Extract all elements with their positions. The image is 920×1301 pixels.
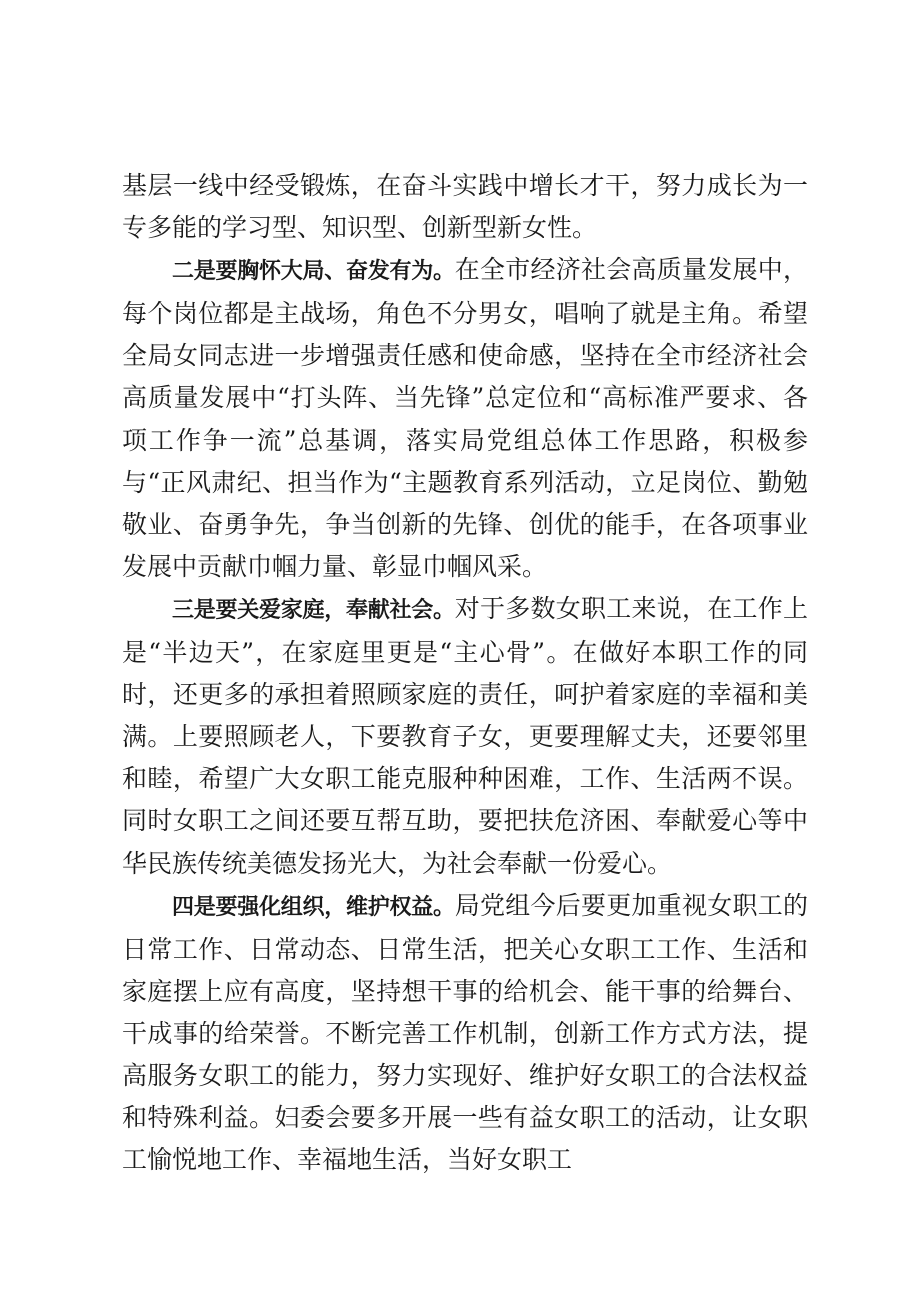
paragraph-point-two bbox=[122, 249, 808, 588]
paragraph-lead-heading: 四是要强化组织，维护权益。 bbox=[172, 894, 455, 920]
paragraph-point-four bbox=[122, 885, 808, 1182]
paragraph-text: 对于多数女职工来说，在工作上是“半边天”，在家庭里更是“主心骨”。在做好本职工作的同时，还更多的承担着照顾家庭的责任，呵护着家庭的幸福和美满。上要照顾老人，下要教育子女，更要理解丈夫，还要邻里和睦，希望广大女职工能克服种种困难，工作、生活两不误。同时女职工之间还要互帮互助，要把扶危济困、奉献爱心等中华民族传统美德发扬光大，为社会奉献一份爱心。 bbox=[122, 593, 808, 878]
paragraph-lead-heading: 二是要胸怀大局、奋发有为。 bbox=[172, 259, 455, 285]
document-body bbox=[122, 165, 808, 1181]
paragraph-lead-heading: 三是要关爱家庭，奉献社会。 bbox=[172, 597, 455, 623]
paragraph-text: 基层一线中经受锻炼，在奋斗实践中增长才干，努力成长为一专多能的学习型、知识型、创新型新女性。 bbox=[122, 171, 808, 243]
paragraph-point-three bbox=[122, 588, 808, 885]
paragraph-continuation bbox=[122, 165, 808, 249]
paragraph-text: 局党组今后要更加重视女职工的日常工作、日常动态、日常生活，把关心女职工工作、生活和家庭摆上应有高度，坚持想干事的给机会、能干事的给舞台、干成事的给荣誉。不断完善工作机制，创新工作方式方法，提高服务女职工的能力，努力实现好、维护好女职工的合法权益和特殊利益。妇委会要多开展一些有益女职工的活动，让女职工愉悦地工作、幸福地生活，当好女职工 bbox=[122, 890, 808, 1175]
paragraph-text: 在全市经济社会高质量发展中，每个岗位都是主战场，角色不分男女，唱响了就是主角。希望全局女同志进一步增强责任感和使命感，坚持在全市经济社会高质量发展中“打头阵、当先锋”总定位和“高标准严要求、各项工作争一流”总基调，落实局党组总体工作思路，积极参与“正风肃纪、担当作为“主题教育系列活动，立足岗位、勤勉敬业、奋勇争先，争当创新的先锋、创优的能手，在各项事业发展中贡献巾帼力量、彰显巾帼风采。 bbox=[122, 255, 808, 581]
